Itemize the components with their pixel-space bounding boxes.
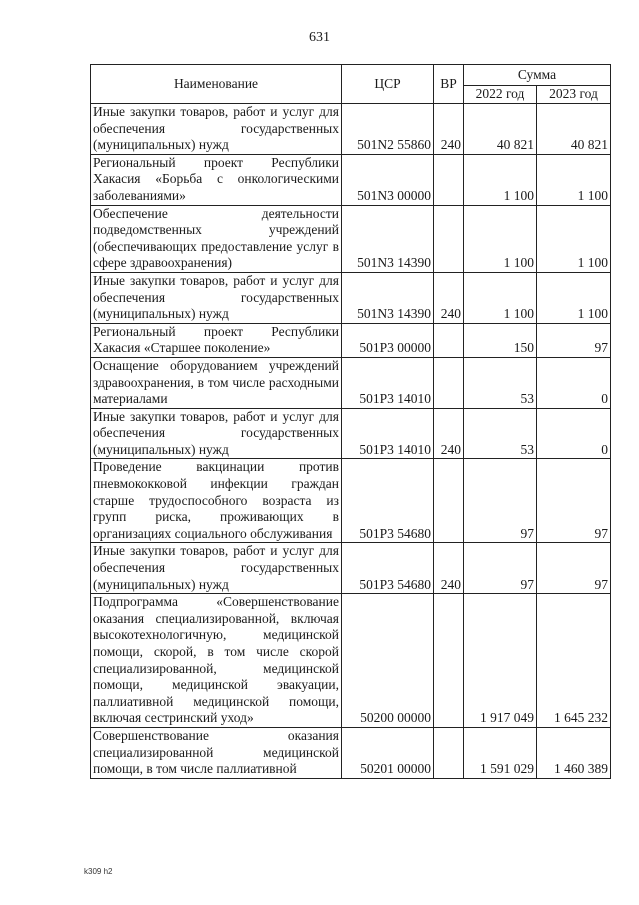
row-sum-2023: 1 100 <box>537 272 611 323</box>
table-row <box>91 323 611 357</box>
table-row <box>91 543 611 594</box>
header-vr: ВР <box>434 65 464 104</box>
row-sum-2022: 1 100 <box>464 205 537 272</box>
row-csr: 501N3 14390 <box>342 272 434 323</box>
row-sum-2023: 0 <box>537 408 611 459</box>
row-name: Иные закупки товаров, работ и услуг для обеспечения государственных (муниципальных) нужд <box>91 408 342 459</box>
row-csr: 501N3 00000 <box>342 154 434 205</box>
row-name: Обеспечение деятельности подведомственных учреждений (обеспечивающих предоставление услуг в сфере здравоохранения) <box>91 205 342 272</box>
row-name: Региональный проект Республики Хакасия «Старшее поколение» <box>91 323 342 357</box>
row-vr: 240 <box>434 272 464 323</box>
table-row <box>91 154 611 205</box>
row-sum-2023: 1 645 232 <box>537 594 611 728</box>
footer-code: k309 h2 <box>84 867 113 876</box>
row-sum-2022: 150 <box>464 323 537 357</box>
row-sum-2022: 40 821 <box>464 104 537 155</box>
row-sum-2023: 97 <box>537 459 611 543</box>
header-sum: Сумма <box>464 65 611 86</box>
row-sum-2022: 1 100 <box>464 154 537 205</box>
row-name: Иные закупки товаров, работ и услуг для обеспечения государственных (муниципальных) нужд <box>91 543 342 594</box>
header-csr: ЦСР <box>342 65 434 104</box>
row-sum-2023: 1 100 <box>537 154 611 205</box>
row-vr <box>434 323 464 357</box>
row-name: Проведение вакцинации против пневмококковой инфекции граждан старше трудоспособного возраста из групп риска, проживающих в организациях социального обслуживания <box>91 459 342 543</box>
row-sum-2022: 1 100 <box>464 272 537 323</box>
row-sum-2023: 97 <box>537 543 611 594</box>
row-csr: 501P3 14010 <box>342 357 434 408</box>
row-vr: 240 <box>434 408 464 459</box>
table-row <box>91 727 611 778</box>
table-row <box>91 272 611 323</box>
row-name: Подпрограмма «Совершенствование оказания специализированной, включая высокотехнологичную, медицинской помощи, скорой, в том числе скорой специализированной, медицинской помощи, медицинской эвакуации, паллиативной медицинской помощи, включая сестринский уход» <box>91 594 342 728</box>
row-csr: 501N3 14390 <box>342 205 434 272</box>
row-vr: 240 <box>434 104 464 155</box>
row-vr <box>434 357 464 408</box>
header-year-2023: 2023 год <box>537 86 611 104</box>
row-vr <box>434 594 464 728</box>
row-csr: 501P3 14010 <box>342 408 434 459</box>
row-sum-2023: 40 821 <box>537 104 611 155</box>
row-vr <box>434 727 464 778</box>
row-vr <box>434 154 464 205</box>
header-year-2022: 2022 год <box>464 86 537 104</box>
row-sum-2022: 1 591 029 <box>464 727 537 778</box>
table-row <box>91 408 611 459</box>
row-sum-2022: 53 <box>464 357 537 408</box>
row-sum-2023: 0 <box>537 357 611 408</box>
row-name: Иные закупки товаров, работ и услуг для обеспечения государственных (муниципальных) нужд <box>91 272 342 323</box>
table-row <box>91 205 611 272</box>
table-header <box>91 65 611 104</box>
header-name: Наименование <box>91 65 342 104</box>
row-vr <box>434 205 464 272</box>
row-sum-2022: 1 917 049 <box>464 594 537 728</box>
table-row <box>91 459 611 543</box>
row-csr: 501P3 00000 <box>342 323 434 357</box>
table-row <box>91 594 611 728</box>
page-number: 631 <box>309 30 330 45</box>
table-row <box>91 357 611 408</box>
row-name: Совершенствование оказания специализированной медицинской помощи, в том числе паллиативной <box>91 727 342 778</box>
row-sum-2023: 1 100 <box>537 205 611 272</box>
row-sum-2023: 97 <box>537 323 611 357</box>
row-csr: 501P3 54680 <box>342 459 434 543</box>
row-name: Оснащение оборудованием учреждений здравоохранения, в том числе расходными материалами <box>91 357 342 408</box>
row-sum-2022: 97 <box>464 543 537 594</box>
row-sum-2022: 53 <box>464 408 537 459</box>
row-sum-2022: 97 <box>464 459 537 543</box>
row-sum-2023: 1 460 389 <box>537 727 611 778</box>
budget-table <box>90 64 611 779</box>
row-csr: 50200 00000 <box>342 594 434 728</box>
row-csr: 50201 00000 <box>342 727 434 778</box>
row-vr: 240 <box>434 543 464 594</box>
table-body <box>91 104 611 779</box>
row-csr: 501N2 55860 <box>342 104 434 155</box>
row-name: Иные закупки товаров, работ и услуг для обеспечения государственных (муниципальных) нужд <box>91 104 342 155</box>
row-csr: 501P3 54680 <box>342 543 434 594</box>
row-name: Региональный проект Республики Хакасия «Борьба с онкологическими заболеваниями» <box>91 154 342 205</box>
table-row <box>91 104 611 155</box>
row-vr <box>434 459 464 543</box>
